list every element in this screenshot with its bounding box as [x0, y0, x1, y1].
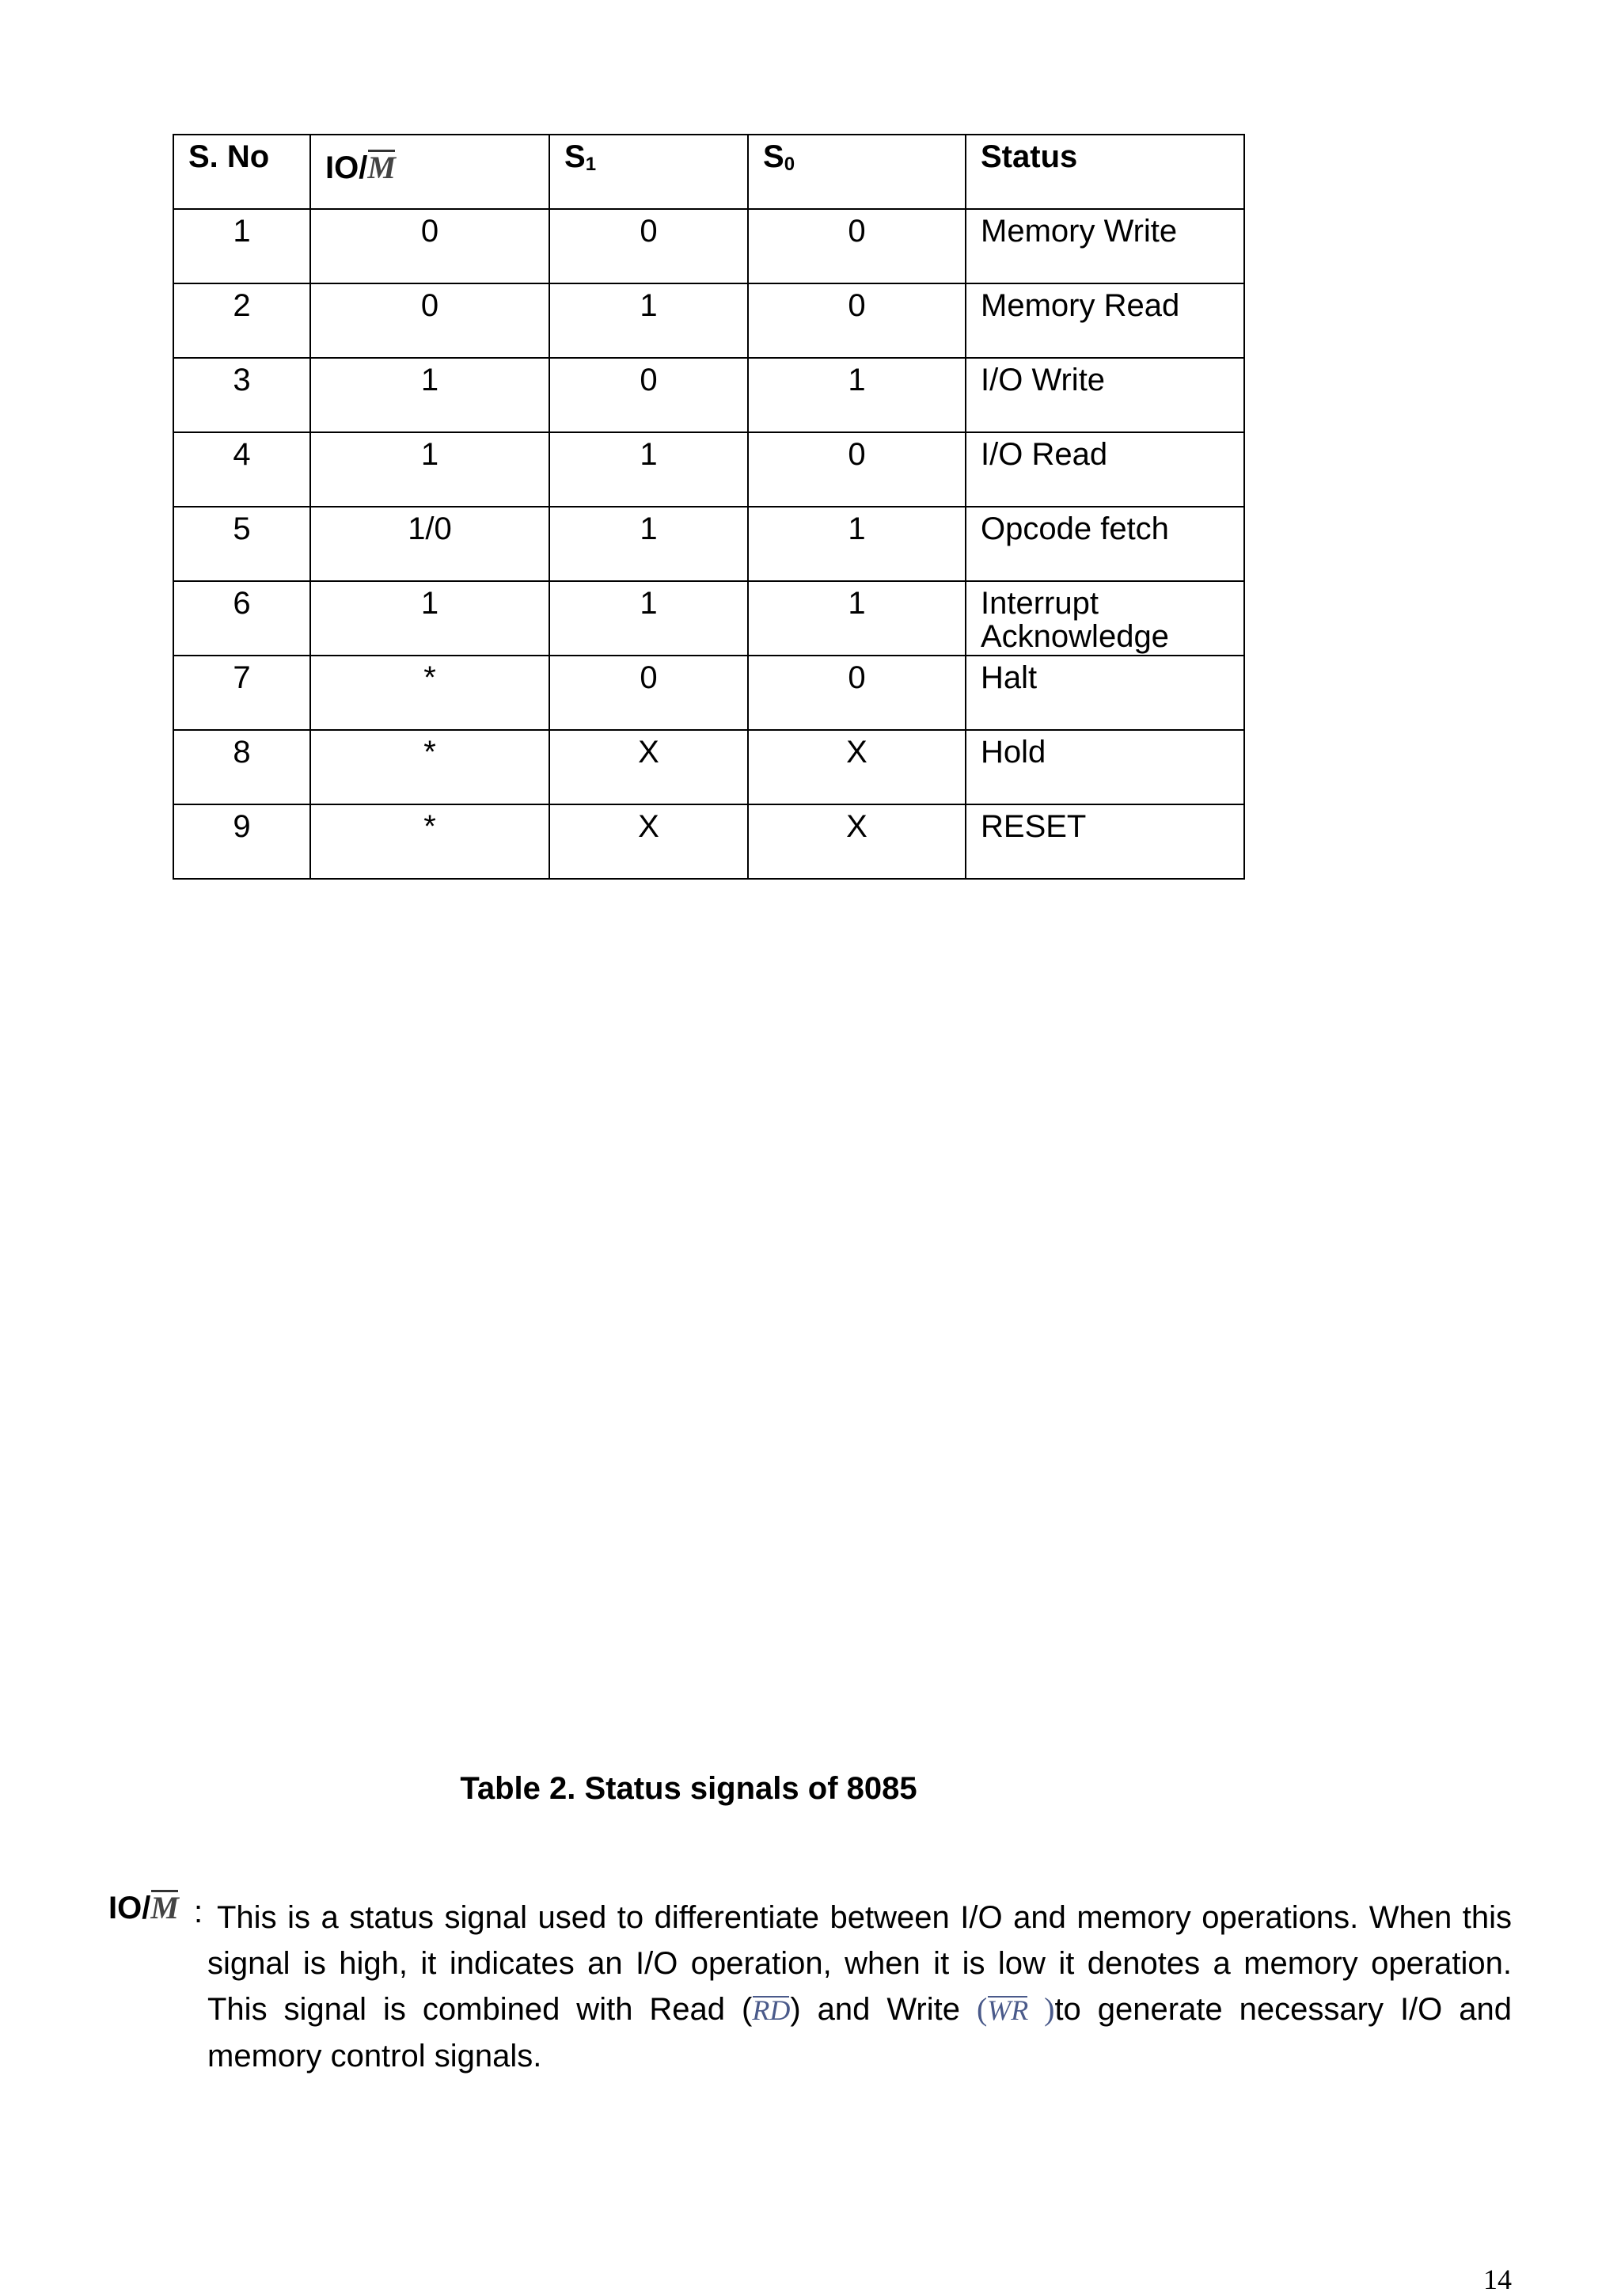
cell-io: *	[310, 804, 549, 879]
header-s0-letter: S	[763, 139, 784, 174]
cell-status: I/O Read	[966, 432, 1244, 507]
cell-sno: 1	[173, 209, 310, 283]
cell-status-line-2: Acknowledge	[981, 619, 1169, 654]
cell-status: Opcode fetch	[966, 507, 1244, 581]
term-m-overbar: M	[150, 1890, 179, 1925]
cell-s0: 0	[748, 656, 966, 730]
status-signals-table	[173, 134, 1245, 880]
header-s0	[748, 135, 966, 209]
cell-status: RESET	[966, 804, 1244, 879]
cell-status: Halt	[966, 656, 1244, 730]
definition-term	[108, 1889, 179, 1926]
cell-s0: 0	[748, 209, 966, 283]
cell-io: 0	[310, 283, 549, 358]
rd-signal: RD	[752, 1994, 791, 2026]
wr-signal: WR	[987, 1994, 1029, 2026]
page-number: 14	[1483, 2264, 1512, 2295]
table-row	[173, 804, 1244, 879]
cell-io: 1/0	[310, 507, 549, 581]
table-header-row	[173, 135, 1244, 209]
cell-s1: 0	[549, 656, 748, 730]
cell-s0: X	[748, 730, 966, 804]
cell-s0: 0	[748, 283, 966, 358]
cell-io: 0	[310, 209, 549, 283]
table-row	[173, 283, 1244, 358]
cell-s1: X	[549, 804, 748, 879]
cell-s0: 1	[748, 507, 966, 581]
cell-status: Memory Write	[966, 209, 1244, 283]
cell-s0: 1	[748, 358, 966, 432]
header-m-overbar: M	[367, 150, 396, 185]
cell-s0: 0	[748, 432, 966, 507]
header-s1	[549, 135, 748, 209]
cell-io: *	[310, 730, 549, 804]
definition-text-2: ) and Write	[790, 1992, 977, 2027]
header-status: Status	[966, 135, 1244, 209]
header-s0-sub: 0	[784, 154, 795, 175]
cell-s1: X	[549, 730, 748, 804]
cell-status	[966, 581, 1244, 656]
header-s1-letter: S	[564, 139, 586, 174]
header-sno: S. No	[173, 135, 310, 209]
cell-sno: 6	[173, 581, 310, 656]
table-row	[173, 432, 1244, 507]
table-row	[173, 730, 1244, 804]
cell-io: 1	[310, 432, 549, 507]
header-s1-sub: 1	[585, 154, 597, 175]
cell-s0: 1	[748, 581, 966, 656]
table-row	[173, 358, 1244, 432]
table-row	[173, 581, 1244, 656]
definition-paragraph	[207, 1895, 1512, 2079]
definition-colon: :	[194, 1895, 203, 1929]
cell-status: I/O Write	[966, 358, 1244, 432]
header-io-m	[310, 135, 549, 209]
cell-sno: 2	[173, 283, 310, 358]
cell-status: Hold	[966, 730, 1244, 804]
definition-text-3: to generate necessary I/O and memory control signals.	[207, 1992, 1512, 2074]
definition-text-1: This is a status signal used to differentiate between I/O and memory operations. When this signal is high, it indicates an I/O operation, when it is low it denotes a memory operation. This signal is combined with Read (	[207, 1900, 1512, 2027]
cell-s0: X	[748, 804, 966, 879]
cell-io: 1	[310, 358, 549, 432]
wr-open-paren: (	[976, 1991, 988, 2027]
cell-sno: 3	[173, 358, 310, 432]
cell-s1: 1	[549, 581, 748, 656]
wr-close-paren: )	[1028, 1991, 1055, 2027]
cell-s1: 1	[549, 432, 748, 507]
table-row	[173, 507, 1244, 581]
table-caption: Table 2. Status signals of 8085	[460, 1771, 917, 1806]
cell-sno: 5	[173, 507, 310, 581]
cell-s1: 1	[549, 507, 748, 581]
cell-s1: 0	[549, 209, 748, 283]
table-row	[173, 656, 1244, 730]
cell-sno: 4	[173, 432, 310, 507]
cell-sno: 9	[173, 804, 310, 879]
cell-s1: 0	[549, 358, 748, 432]
cell-io: 1	[310, 581, 549, 656]
cell-status-line-1: Interrupt	[981, 586, 1099, 621]
cell-s1: 1	[549, 283, 748, 358]
cell-io: *	[310, 656, 549, 730]
table-row	[173, 209, 1244, 283]
cell-status: Memory Read	[966, 283, 1244, 358]
term-prefix: IO/	[108, 1891, 151, 1925]
cell-sno: 8	[173, 730, 310, 804]
cell-sno: 7	[173, 656, 310, 730]
header-io-prefix: IO/	[325, 150, 368, 185]
